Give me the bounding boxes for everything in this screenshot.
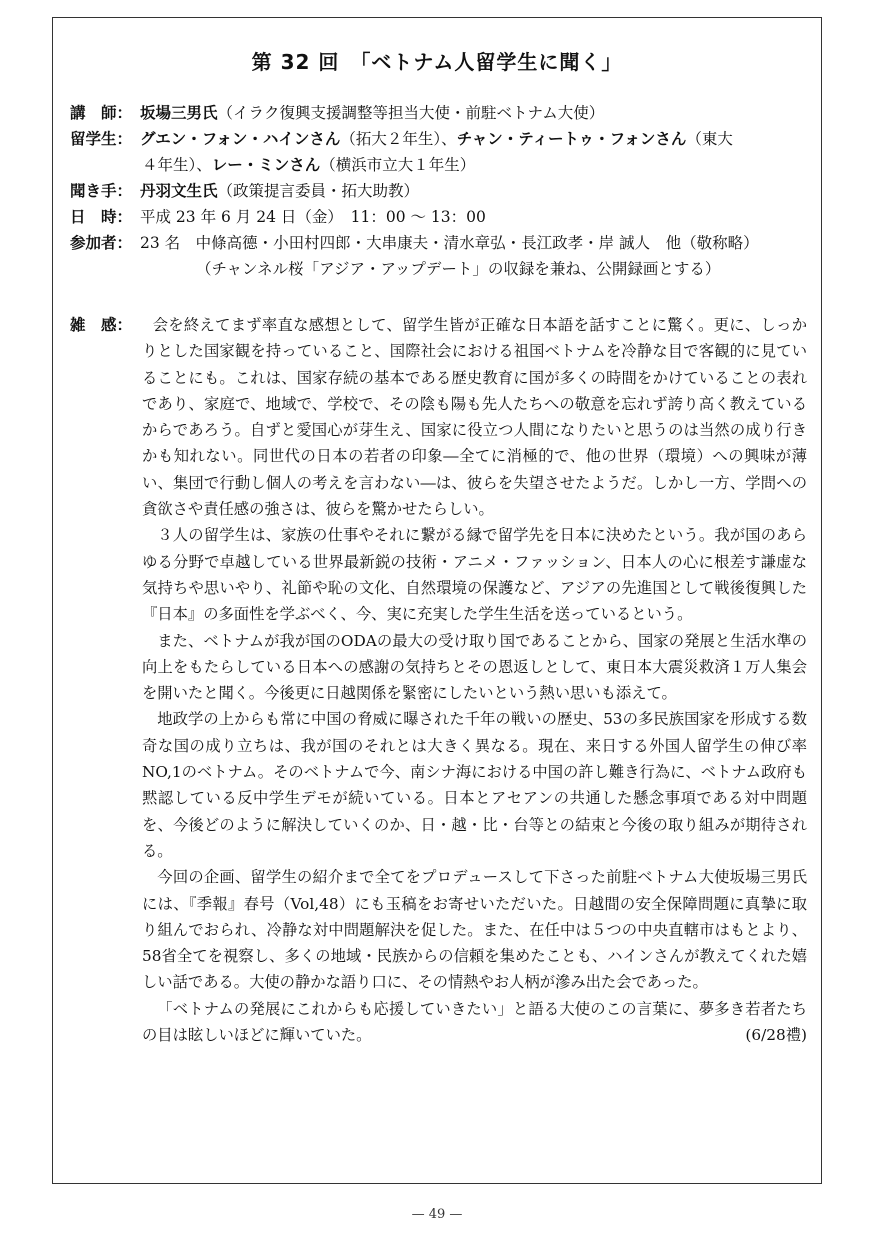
essay-paragraph: 今回の企画、留学生の紹介まで全てをプロデュースして下さった前駐ベトナム大使坂場三男氏には、『季報』春号（Vol,48）にも玉稿をお寄せいただいた。日越間の安全保障問題に真摯に取り組んでおられ、冷静な対中問題解決を促した。また、在任中は５つの中央直轄市はもとより、58省全てを視察し、多くの地域・民族からの信頼を集めたことも、ハインさんが教えてくれた嬉しい話である。大使の静かな語り口に、その情熱やお人柄が滲み出た会であった。	[142, 868, 807, 992]
event-info	[70, 100, 810, 282]
participants-value: 23 名 中條高德・小田村四郎・大串康夫・清水章弘・長江政孝・岸 誠人 他（敬称略）	[140, 234, 759, 252]
essay-paragraph: ３人の留学生は、家族の仕事やそれに繋がる縁で留学先を日本に決めたという。我が国のあらゆる分野で卓越している世界最新鋭の技術・アニメ・ファッション、日本人の心に根差す謙虚な気持ちや思いやり、礼節や恥の文化、自然環境の保護など、アジアの先進国として戦後復興した『日本』の多面性を学ぶべく、今、実に充実した学生生活を送っているという。	[142, 526, 807, 624]
lecturer-row	[70, 100, 810, 126]
student-name-1: グエン・フォン・ハインさん	[140, 130, 341, 148]
participants-note: （チャンネル桜「アジア・アップデート」の収録を兼ね、公開録画とする）	[196, 260, 721, 278]
interviewer-note: （政策提言委員・拓大助教）	[217, 182, 420, 200]
lecturer-note: （イラク復興支援調整等担当大使・前駐ベトナム大使）	[217, 104, 605, 122]
essay-label: 雑 感：	[70, 316, 133, 334]
student-note-3: （横浜市立大１年生）	[320, 156, 476, 174]
students-row	[70, 126, 810, 152]
essay-paragraph: 地政学の上からも常に中国の脅威に曝された千年の戦いの歴史、53の多民族国家を形成する数奇な国の成り立ちは、我が国のそれとは大きく異なる。現在、来日する外国人留学生の伸び率NO,1のベトナム。そのベトナムで今、南シナ海における中国の許し難き行為に、ベトナム政府も黙認している反中学生デモが続いている。日本とアセアンの共通した懸念事項である対中問題を、今後どのように解決していくのか、日・越・比・台等との結束と今後の取り組みが期待される。	[142, 710, 807, 860]
student-name-2: チャン・ティートゥ・フォンさん	[456, 130, 687, 148]
students-label: 留学生：	[70, 130, 133, 148]
page-number: — 49 —	[411, 1207, 463, 1222]
essay-paragraph: 会を終えてまず率直な感想として、留学生皆が正確な日本語を話すことに驚く。更に、しっかりとした国家観を持っていること、国際社会における祖国ベトナムを冷静な目で客観的に見ていることにも。これは、国家存続の基本である歴史教育に国が多くの時間をかけていることの表れであり、家庭で、地域で、学校で、その陰も陽も先人たちへの敬意を忘れず誇り高く教えているからであろう。自ずと愛国心が芽生え、国家に役立つ人間になりたいと思うのは当然の成り行きかも知れない。同世代の日本の若者の印象―全てに消極的で、他の世界（環境）への興味が薄い、集団で行動し個人の考えを言わない―は、彼らを失望させたようだ。しかし一方、学問への貪欲さや責任感の強さは、彼らを驚かせたらしい。	[142, 316, 807, 519]
page-title: 第 32 回 「ベトナム人留学生に聞く」	[251, 50, 623, 74]
student-note-2: （東大	[686, 130, 733, 148]
student-note-2b: ４年生）、	[142, 156, 212, 174]
student-note-1: （拓大２年生）、	[340, 130, 457, 148]
essay-paragraph-last	[142, 996, 807, 1049]
interviewer-row	[70, 178, 810, 204]
participants-label: 参加者：	[70, 234, 133, 252]
essay-paragraph: また、ベトナムが我が国のODAの最大の受け取り国であることから、国家の発展と生活水準の向上をもたらしている日本への感謝の気持ちとその恩返しとして、東日本大震災救済１万人集会を開いたと聞く。今後更に日越関係を緊密にしたいという熱い思いも添えて。	[142, 631, 807, 703]
participants-row	[70, 230, 810, 256]
interviewer-name: 丹羽文生氏	[140, 182, 218, 200]
lecturer-label: 講 師：	[70, 104, 133, 122]
interviewer-label: 聞き手：	[70, 182, 133, 200]
students-row-cont	[70, 152, 810, 178]
essay-paragraph-text: 「ベトナムの発展にこれからも応援していきたい」と語る大使のこの言葉に、夢多き若者たちの目は眩しいほどに輝いていた。	[142, 999, 807, 1045]
signature: (6/28禮)	[745, 1026, 807, 1045]
essay-body	[142, 312, 807, 1048]
datetime-row	[70, 204, 810, 230]
student-name-3: レー・ミンさん	[211, 156, 321, 174]
datetime-label: 日 時：	[70, 208, 133, 226]
participants-note-row	[70, 256, 810, 282]
lecturer-name: 坂場三男氏	[140, 104, 218, 122]
datetime-value: 平成 23 年 6 月 24 日（金） 11：00 〜 13：00	[140, 208, 486, 226]
